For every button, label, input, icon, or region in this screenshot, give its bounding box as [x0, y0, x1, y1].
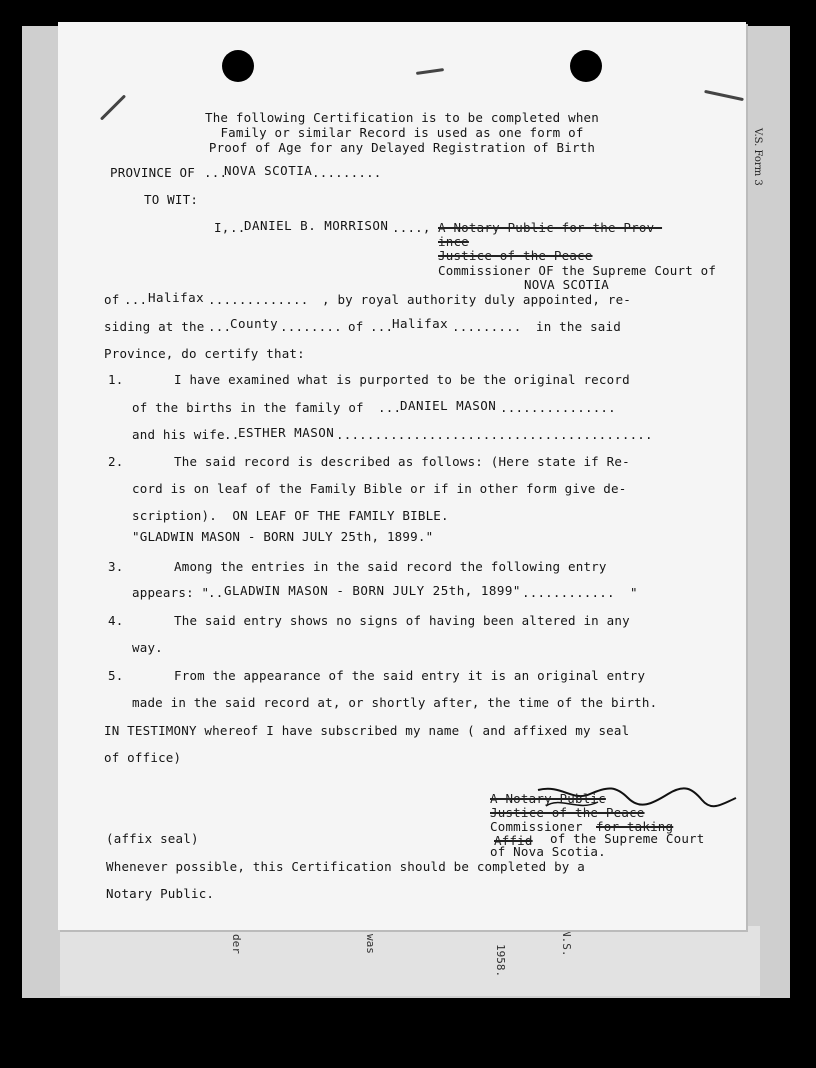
underlying-text-fragment: 1958. — [494, 944, 507, 978]
underlying-text-fragment: der — [230, 934, 243, 954]
officer-prefix: I, — [214, 220, 230, 235]
province-label: PROVINCE OF — [110, 165, 195, 180]
officer-title: NOVA SCOTIA — [524, 277, 609, 292]
certification-form — [58, 22, 746, 930]
item-number: 5. — [108, 668, 124, 683]
footer-note: Notary Public. — [106, 886, 215, 901]
item-text: "GLADWIN MASON - BORN JULY 25th, 1899." — [132, 529, 434, 544]
family-mother: ESTHER MASON — [238, 425, 335, 440]
of-value: Halifax — [148, 290, 205, 305]
item-text: way. — [132, 640, 163, 655]
record-entry: GLADWIN MASON - BORN JULY 25th, 1899" — [224, 583, 521, 598]
leader: ... — [370, 319, 394, 334]
commissioner-title: of Nova Scotia. — [490, 844, 606, 859]
leader: ... — [208, 319, 232, 334]
struck-justice-title: Justice of the Peace — [490, 805, 645, 820]
province-value: NOVA SCOTIA — [224, 163, 313, 178]
footer-note: Whenever possible, this Certification should be completed by a — [106, 859, 585, 874]
to-wit: TO WIT: — [144, 192, 199, 207]
leader: ...., — [392, 220, 431, 235]
item-text: Among the entries in the said record the following entry — [174, 559, 607, 574]
item-text: of the births in the family of — [132, 400, 364, 415]
item-number: 3. — [108, 559, 124, 574]
struck-title: Affid — [494, 833, 533, 848]
item-text: The said record is described as follows: (Here state if Re- — [174, 454, 630, 469]
province-line: Province, do certify that: — [104, 346, 305, 361]
pin-mark — [416, 68, 444, 75]
testimony-text: of office) — [104, 750, 182, 765]
residing-label: siding at the — [104, 319, 205, 334]
province-leader: ... — [204, 165, 228, 180]
of2-value: Halifax — [392, 316, 449, 331]
pin-mark — [704, 90, 744, 101]
residing-value: County — [230, 316, 279, 331]
commissioner-label: Commissioner — [490, 819, 583, 834]
underlying-text-fragment: N.S. — [560, 930, 573, 957]
item-text: and his wife — [132, 427, 225, 442]
family-father: DANIEL MASON — [400, 398, 497, 413]
leader: ............ — [522, 585, 615, 600]
testimony-text: IN TESTIMONY whereof I have subscribed my name ( and affixed my seal — [104, 723, 630, 738]
of-label: of — [104, 292, 120, 307]
item-number: 1. — [108, 372, 124, 387]
item-text: scription). ON LEAF OF THE FAMILY BIBLE. — [132, 508, 449, 523]
officer-name: DANIEL B. MORRISON — [244, 218, 389, 233]
leader: ............... — [500, 400, 616, 415]
leader: ......... — [452, 319, 522, 334]
struck-title: for taking — [596, 819, 674, 834]
leader: .. — [208, 585, 224, 600]
struck-notary-title: A Notary Public — [490, 791, 606, 806]
form-number-label: V.S. Form 3 — [752, 128, 763, 186]
item-text: cord is on leaf of the Family Bible or if in other form give de- — [132, 481, 627, 496]
underlying-text-fragment: was — [364, 934, 377, 954]
leader: ........ — [280, 319, 342, 334]
quote-close: " — [630, 585, 638, 600]
province-leader-end: ......... — [312, 165, 382, 180]
in-said: in the said — [536, 319, 621, 334]
item-text: The said entry shows no signs of having been altered in any — [174, 613, 630, 628]
commissioner-title: of the Supreme Court — [550, 831, 705, 846]
leader: ............. — [208, 292, 309, 307]
leader: ... — [378, 400, 402, 415]
item-text: I have examined what is purported to be the original record — [174, 372, 630, 387]
item-text: From the appearance of the said entry it is an original entry — [174, 668, 646, 683]
struck-justice-title: Justice of the Peace — [438, 248, 593, 263]
struck-notary-title: ince — [438, 234, 469, 249]
item-number: 2. — [108, 454, 124, 469]
punch-hole — [570, 50, 602, 82]
leader: ... — [124, 292, 148, 307]
header-line: Proof of Age for any Delayed Registration of Birth — [208, 140, 596, 155]
header-line: The following Certification is to be completed when — [204, 110, 599, 125]
appointed-text: , by royal authority duly appointed, re- — [322, 292, 632, 307]
of2-label: of — [348, 319, 364, 334]
header-line: Family or similar Record is used as one form of — [220, 125, 584, 140]
item-number: 4. — [108, 613, 124, 628]
leader: .. — [224, 427, 240, 442]
struck-notary-title: A Notary Public for the Prov- — [438, 220, 663, 235]
item-text: appears: " — [132, 585, 210, 600]
officer-title: Commissioner OF the Supreme Court of — [438, 263, 717, 278]
punch-hole — [222, 50, 254, 82]
item-text: made in the said record at, or shortly after, the time of the birth. — [132, 695, 658, 710]
leader: .. — [230, 220, 246, 235]
leader: ......................................... — [336, 427, 653, 442]
affix-seal: (affix seal) — [106, 831, 199, 846]
underlying-form-strip — [60, 926, 760, 996]
